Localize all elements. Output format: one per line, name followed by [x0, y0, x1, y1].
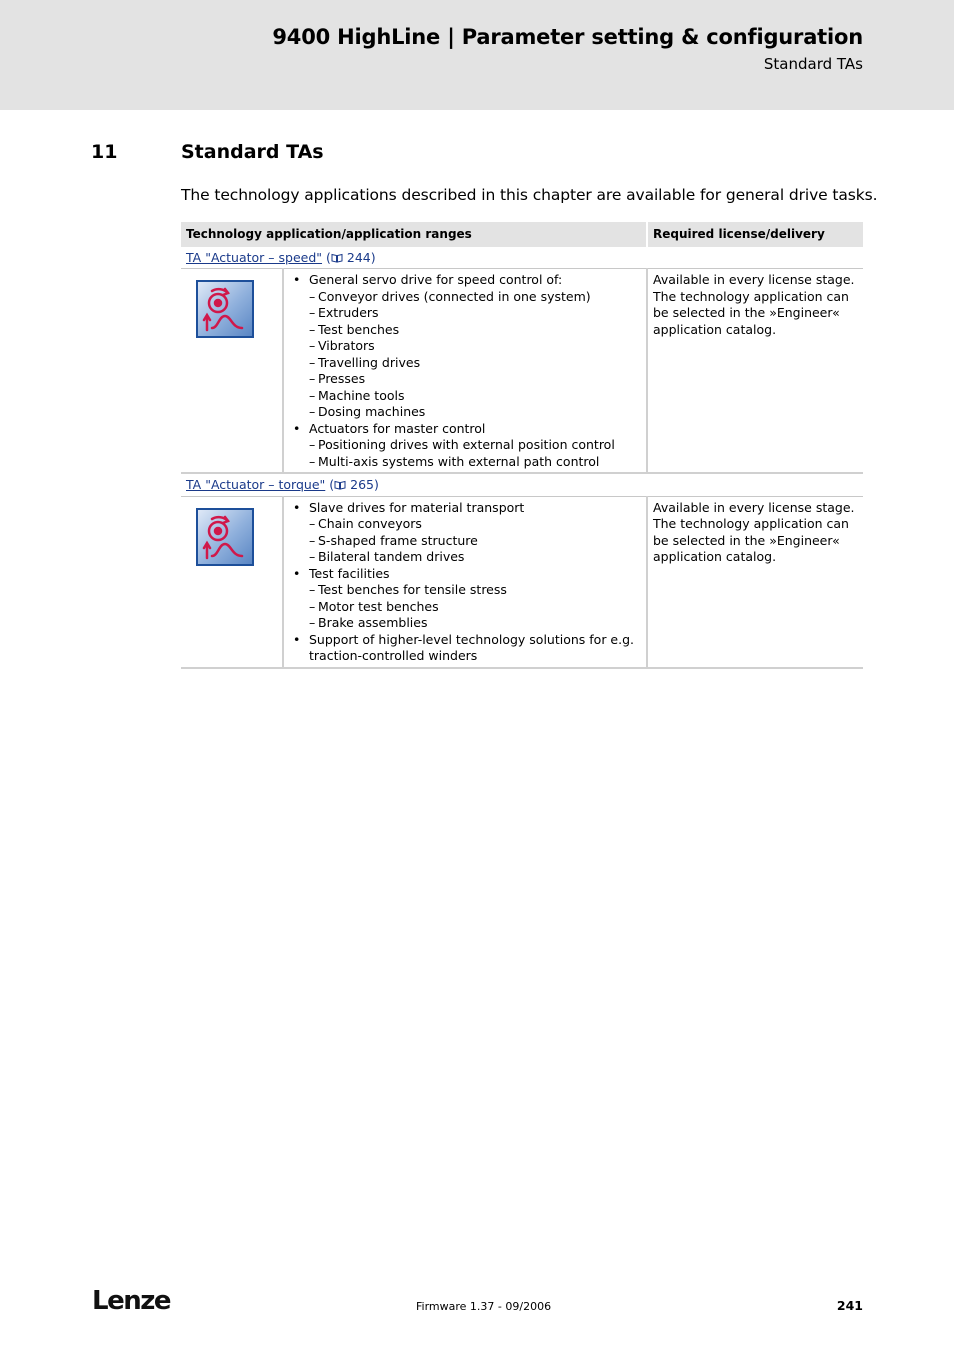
- license-text: The technology application can be selected in the »Engineer« application catalog.: [653, 516, 849, 564]
- list-item-title: Test facilities: [309, 565, 390, 581]
- ta-content-row: [181, 269, 863, 474]
- ta-link-cell: [181, 473, 863, 496]
- actuator-ta-icon: [198, 282, 252, 336]
- list-item: [289, 500, 641, 566]
- list-item-title: Slave drives for material transport: [309, 499, 525, 515]
- license-cell: [647, 269, 863, 474]
- license-cell: [647, 496, 863, 668]
- firmware-version: Firmware 1.37 - 09/2006: [416, 1300, 552, 1313]
- book-icon: [334, 480, 346, 490]
- application-range-cell: [283, 496, 647, 668]
- ta-link[interactable]: TA "Actuator – speed": [186, 249, 323, 265]
- ta-table: [181, 222, 863, 669]
- intro-paragraph: The technology applications described in this chapter are available for general drive tasks.: [181, 186, 878, 204]
- book-icon: [331, 253, 343, 263]
- page-number: 241: [836, 1298, 863, 1313]
- sub-list: [309, 437, 641, 470]
- chapter-number: 11: [91, 141, 118, 163]
- icon-cell: [181, 269, 283, 474]
- table-header-row: [181, 222, 863, 247]
- sub-list-item: – Extruders: [309, 305, 641, 322]
- ta-content-row: [181, 496, 863, 668]
- application-range-list: [289, 272, 641, 470]
- list-item-title: Actuators for master control: [309, 420, 486, 436]
- list-item: [289, 272, 641, 421]
- sub-list-item: – Conveyor drives (connected in one system): [309, 289, 641, 306]
- sub-list: [309, 516, 641, 566]
- page-reference[interactable]: ( 265): [325, 477, 379, 492]
- sub-list-item: – Chain conveyors: [309, 516, 641, 533]
- ta-link-row: [181, 473, 863, 496]
- application-range-list: [289, 500, 641, 665]
- sub-list: [309, 582, 641, 632]
- page-reference[interactable]: ( 244): [322, 249, 376, 265]
- page-ref-number: 265: [350, 477, 374, 492]
- sub-list-item: – Dosing machines: [309, 404, 641, 421]
- sub-list-item: – S-shaped frame structure: [309, 533, 641, 550]
- list-item-title: Support of higher-level technology solutions for e.g. traction-controlled winders: [309, 631, 634, 663]
- icon-cell: [181, 496, 283, 668]
- list-item: [289, 632, 641, 665]
- chapter-title: Standard TAs: [181, 141, 324, 163]
- sub-list-item: – Motor test benches: [309, 599, 641, 616]
- column-header-applications: Technology application/application ranges: [181, 222, 647, 247]
- sub-list-item: – Positioning drives with external position control: [309, 437, 641, 454]
- section-subtitle: Standard TAs: [763, 55, 863, 73]
- list-item: [289, 566, 641, 632]
- sub-list-item: – Multi-axis systems with external path control: [309, 454, 641, 471]
- sub-list-item: – Machine tools: [309, 388, 641, 405]
- document-title: 9400 HighLine | Parameter setting & configuration: [272, 25, 863, 49]
- license-text: Available in every license stage.: [653, 272, 855, 287]
- sub-list-item: – Vibrators: [309, 338, 641, 355]
- ta-link-row: [181, 247, 863, 269]
- sub-list-item: – Presses: [309, 371, 641, 388]
- column-header-license: Required license/delivery: [647, 222, 863, 247]
- application-range-cell: [283, 269, 647, 474]
- ta-link[interactable]: TA "Actuator – torque": [186, 477, 326, 492]
- sub-list-item: – Test benches: [309, 322, 641, 339]
- sub-list-item: – Travelling drives: [309, 355, 641, 372]
- page-header: [0, 0, 954, 110]
- lenze-logo: Lenze: [92, 1286, 170, 1316]
- license-text: The technology application can be selected in the »Engineer« application catalog.: [653, 288, 849, 337]
- sub-list: [309, 289, 641, 421]
- actuator-ta-icon: [198, 510, 252, 564]
- ta-icon-box: [196, 508, 254, 566]
- license-text: Available in every license stage.: [653, 499, 855, 515]
- sub-list-item: – Brake assemblies: [309, 615, 641, 632]
- table-body: [181, 247, 863, 668]
- list-item-title: General servo drive for speed control of:: [309, 272, 563, 287]
- sub-list-item: – Test benches for tensile stress: [309, 582, 641, 599]
- ta-icon-box: [196, 280, 254, 338]
- list-item: [289, 421, 641, 471]
- sub-list-item: – Bilateral tandem drives: [309, 549, 641, 566]
- page-ref-number: 244: [346, 249, 371, 265]
- ta-link-cell: [181, 247, 863, 269]
